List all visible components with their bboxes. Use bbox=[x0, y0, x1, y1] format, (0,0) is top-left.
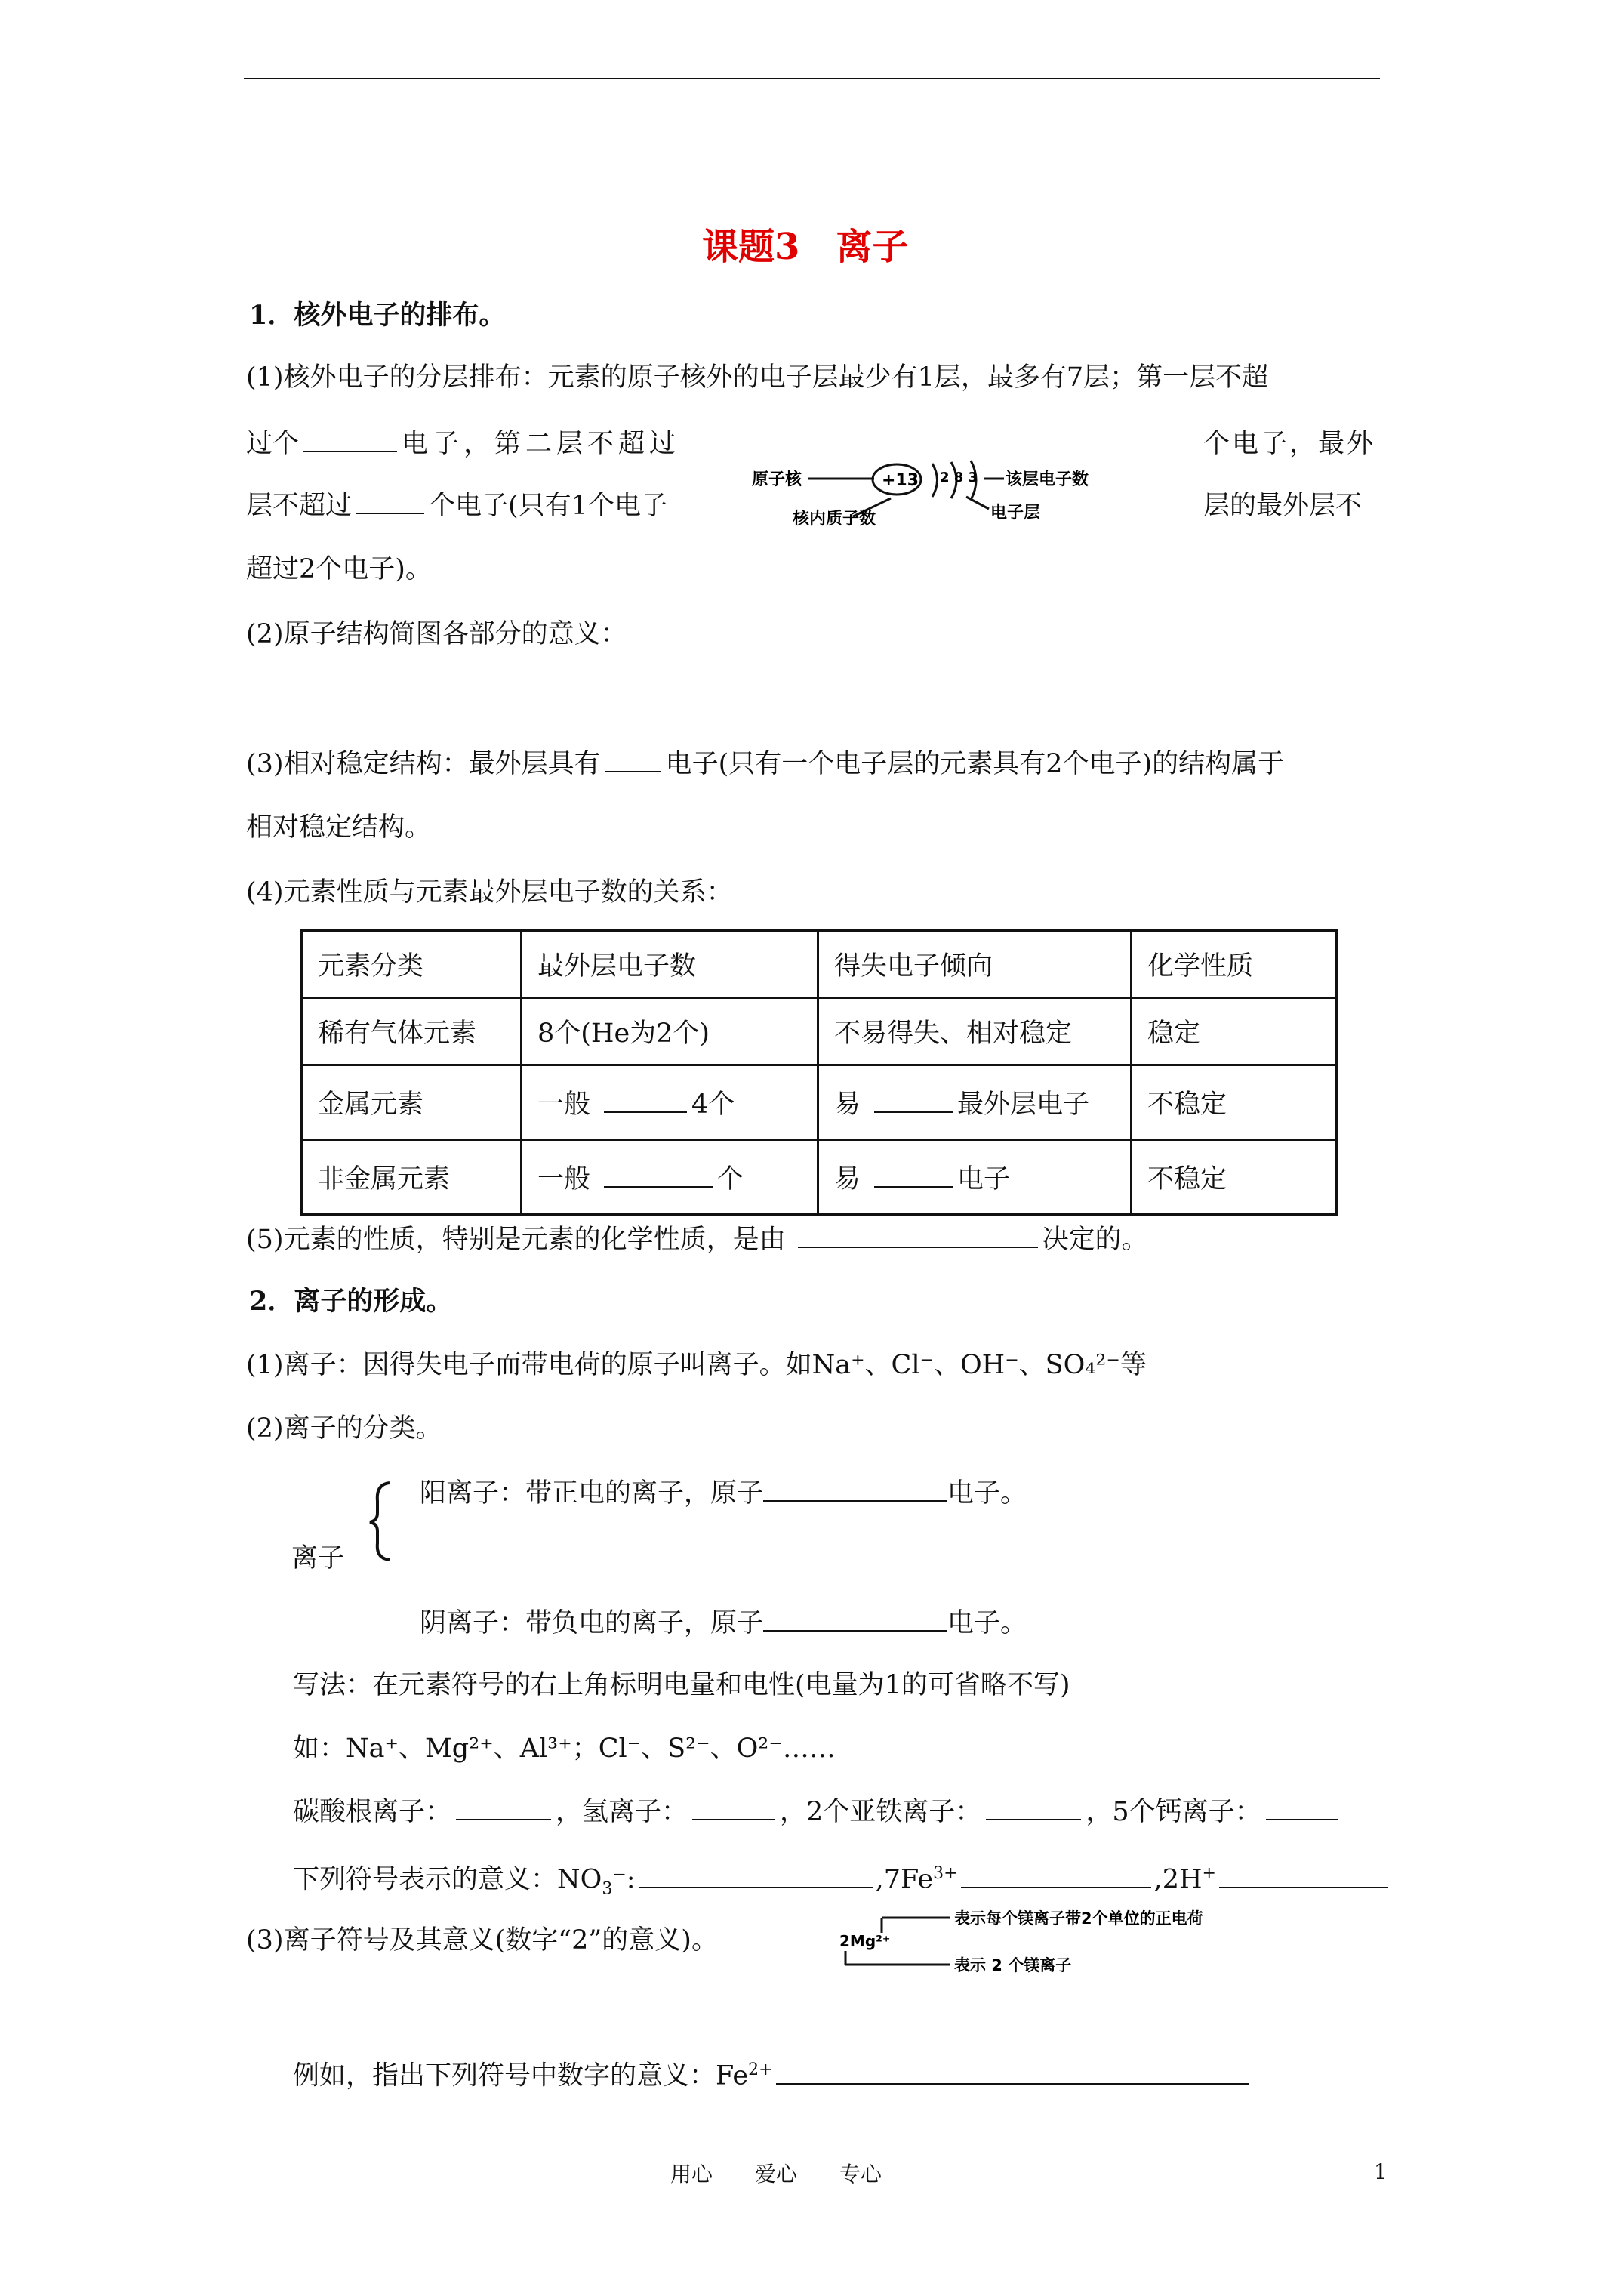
mg-top-meaning: 表示每个镁离子带2个单位的正电荷 bbox=[954, 1909, 1203, 1928]
section-1-heading: 1．核外电子的排布。 bbox=[249, 300, 506, 331]
shell-arc-1 bbox=[932, 464, 938, 497]
s1-p2: (2)原子结构简图各部分的意义： bbox=[246, 619, 627, 649]
text: 碳酸根离子： bbox=[293, 1797, 452, 1827]
text: 个电子(只有1个电子 bbox=[429, 491, 667, 521]
nucleus-label: 原子核 bbox=[752, 470, 802, 489]
blank-carbonate[interactable] bbox=[456, 1796, 551, 1820]
text: 最外层电子 bbox=[957, 1089, 1090, 1120]
text: 一般 bbox=[537, 1089, 591, 1120]
writing-rule: 写法：在元素符号的右上角标明电量和电性(电量为1的可省略不写) bbox=[293, 1670, 1070, 1700]
text: 决定的。 bbox=[1042, 1225, 1148, 1255]
table-cell: 金属元素 bbox=[302, 1065, 522, 1140]
s2-p2: (2)离子的分类。 bbox=[246, 1413, 442, 1444]
table-cell: 不易得失、相对稳定 bbox=[818, 998, 1132, 1065]
subscript: 3 bbox=[602, 1879, 613, 1899]
shell-numbers: 2 8 3 bbox=[940, 470, 978, 485]
symbol-meaning-line bbox=[293, 1857, 1388, 1906]
blank-metal-tendency[interactable] bbox=[874, 1089, 953, 1113]
table-row bbox=[302, 1065, 1337, 1140]
text: 电子。 bbox=[947, 1608, 1027, 1638]
s1-p1-line3-left bbox=[246, 489, 667, 522]
blank-fe-meaning[interactable] bbox=[776, 2060, 1249, 2085]
text: 2H bbox=[1162, 1864, 1203, 1895]
table-cell: 得失电子倾向 bbox=[818, 931, 1132, 998]
shell-electrons-label: 该层电子数 bbox=[1006, 470, 1089, 489]
text: 一般 bbox=[537, 1164, 591, 1194]
blank-cation[interactable] bbox=[763, 1478, 947, 1502]
text: 个 bbox=[717, 1164, 744, 1194]
s1-p1-line3-right: 层的最外层不 bbox=[1203, 491, 1363, 521]
text: 下列符号表示的意义：NO bbox=[293, 1864, 602, 1895]
text: (3)相对稳定结构：最外层具有 bbox=[246, 749, 601, 779]
text: 电子，第二层不超过 bbox=[402, 429, 681, 459]
header-rule bbox=[244, 78, 1380, 79]
table-cell bbox=[522, 1140, 818, 1215]
blank-iron[interactable] bbox=[961, 1864, 1151, 1888]
nucleus-value: +13 bbox=[882, 471, 919, 490]
text: 电子 bbox=[957, 1164, 1011, 1194]
example-line bbox=[293, 2054, 1249, 2093]
table-cell: 非金属元素 bbox=[302, 1140, 522, 1215]
ion-names-line bbox=[293, 1795, 1343, 1829]
cation-line bbox=[420, 1477, 1027, 1510]
text: 阴离子：带负电的离子，原子 bbox=[420, 1608, 764, 1638]
page-title: 课题3 离子 bbox=[702, 226, 909, 268]
table-cell: 稀有气体元素 bbox=[302, 998, 522, 1065]
ion-examples: 如：Na⁺、Mg²⁺、Al³⁺；Cl⁻、S²⁻、O²⁻…… bbox=[293, 1734, 836, 1764]
text: 过个 bbox=[246, 429, 300, 459]
table-row bbox=[302, 998, 1337, 1065]
table-cell bbox=[522, 1065, 818, 1140]
s2-p1: (1)离子：因得失电子而带电荷的原子叫离子。如Na⁺、Cl⁻、OH⁻、SO₄²⁻等 bbox=[246, 1350, 1147, 1380]
text: 7Fe bbox=[883, 1864, 934, 1895]
s2-p3: (3)离子符号及其意义(数字“2”的意义)。 bbox=[246, 1925, 718, 1955]
brace-path bbox=[370, 1483, 390, 1560]
text: 阳离子：带正电的离子，原子 bbox=[420, 1478, 764, 1509]
section-2-heading: 2．离子的形成。 bbox=[249, 1286, 453, 1317]
blank-metal-electrons[interactable] bbox=[604, 1089, 687, 1113]
table-header-row bbox=[302, 931, 1337, 998]
ion-label: 离子 bbox=[291, 1543, 345, 1573]
text: 易 bbox=[834, 1164, 861, 1194]
shell-pointer bbox=[966, 497, 989, 509]
footer-text: 用心 爱心 专心 bbox=[670, 2162, 882, 2187]
text: 4个 bbox=[691, 1089, 735, 1120]
blank-ferrous[interactable] bbox=[986, 1796, 1081, 1820]
table-cell: 不稳定 bbox=[1132, 1065, 1337, 1140]
s1-p5 bbox=[246, 1223, 1148, 1256]
table-cell bbox=[818, 1140, 1132, 1215]
text: 电子(只有一个电子层的元素具有2个电子)的结构属于 bbox=[665, 749, 1285, 779]
atom-structure-diagram bbox=[747, 451, 1170, 536]
text: ，2个亚铁离子： bbox=[780, 1797, 982, 1827]
mg-ion-diagram bbox=[836, 1906, 1350, 1981]
s1-p1-line4: 超过2个电子)。 bbox=[246, 554, 432, 584]
text: ，氢离子： bbox=[556, 1797, 688, 1827]
blank-nonmetal-electrons[interactable] bbox=[604, 1163, 713, 1188]
table-row bbox=[302, 1140, 1337, 1215]
blank-determined-by[interactable] bbox=[798, 1224, 1038, 1248]
superscript: 2+ bbox=[748, 2060, 773, 2079]
s1-p1-line1: (1)核外电子的分层排布：元素的原子核外的电子层最少有1层，最多有7层；第一层不超 bbox=[246, 362, 1269, 393]
blank-outer-layer[interactable] bbox=[356, 490, 424, 514]
table-cell: 8个(He为2个) bbox=[522, 998, 818, 1065]
protons-label: 核内质子数 bbox=[793, 510, 876, 529]
blank-anion[interactable] bbox=[763, 1607, 947, 1632]
s1-p1-line2-left bbox=[246, 427, 680, 461]
s1-p1-line2-right: 个电子，最外 bbox=[1203, 429, 1376, 459]
table-cell: 最外层电子数 bbox=[522, 931, 818, 998]
table-cell: 稳定 bbox=[1132, 998, 1337, 1065]
text: 易 bbox=[834, 1089, 861, 1120]
text: , bbox=[1153, 1864, 1163, 1895]
text: ⁻: bbox=[612, 1864, 636, 1895]
blank-hydrogen[interactable] bbox=[692, 1796, 775, 1820]
mg-symbol: 2Mg²⁺ bbox=[839, 1932, 891, 1950]
blank-nitrate[interactable] bbox=[639, 1864, 873, 1888]
page-number: 1 bbox=[1374, 2159, 1387, 2184]
s1-p3-line1 bbox=[246, 747, 1284, 781]
table-cell: 不稳定 bbox=[1132, 1140, 1337, 1215]
s1-p4: (4)元素性质与元素最外层电子数的关系： bbox=[246, 877, 733, 908]
table-cell bbox=[818, 1065, 1132, 1140]
superscript: 3+ bbox=[933, 1864, 958, 1883]
text: (5)元素的性质，特别是元素的化学性质，是由 bbox=[246, 1225, 786, 1255]
element-properties-table bbox=[300, 929, 1338, 1216]
anion-line bbox=[420, 1607, 1027, 1640]
text: ，5个钙离子： bbox=[1086, 1797, 1261, 1827]
superscript: + bbox=[1202, 1864, 1216, 1883]
blank-first-layer[interactable] bbox=[303, 428, 397, 452]
blank-stable-electrons[interactable] bbox=[605, 748, 661, 772]
blank-hydrogen-meaning[interactable] bbox=[1219, 1864, 1388, 1888]
text: , bbox=[875, 1864, 884, 1895]
s1-p3-line2: 相对稳定结构。 bbox=[246, 812, 432, 843]
text: 电子。 bbox=[947, 1478, 1027, 1509]
blank-calcium[interactable] bbox=[1266, 1796, 1338, 1820]
table-cell: 化学性质 bbox=[1132, 931, 1337, 998]
mg-bottom-meaning: 表示 2 个镁离子 bbox=[954, 1956, 1072, 1974]
table-cell: 元素分类 bbox=[302, 931, 522, 998]
shell-label: 电子层 bbox=[990, 504, 1041, 522]
text: 例如，指出下列符号中数字的意义：Fe bbox=[293, 2060, 749, 2091]
text: 层不超过 bbox=[246, 491, 353, 521]
blank-nonmetal-tendency[interactable] bbox=[874, 1163, 953, 1188]
left-brace bbox=[367, 1480, 397, 1563]
